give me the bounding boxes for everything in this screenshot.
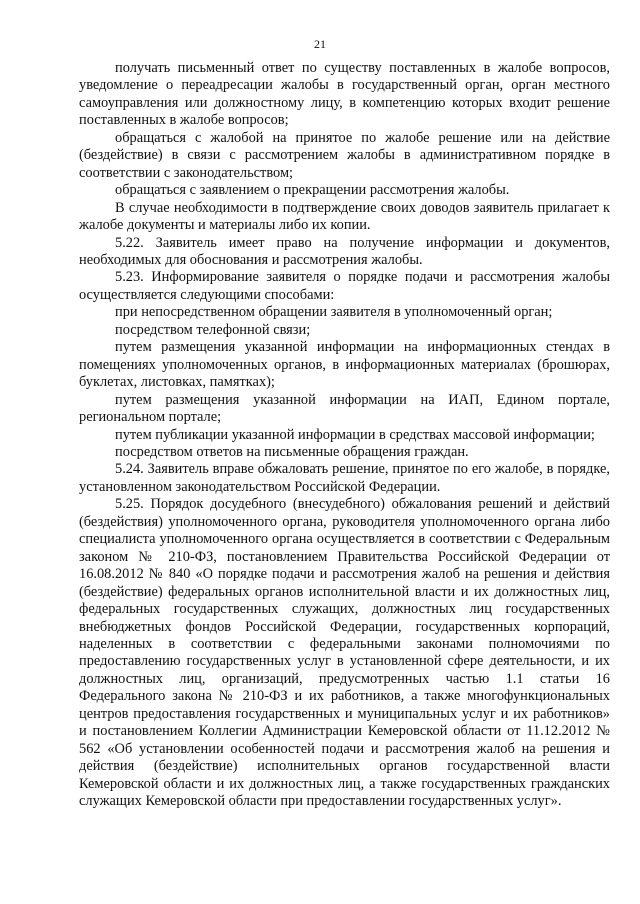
paragraph-info-stands: путем размещения указанной информации на информационных стендах в помещениях уполномоченных органов, в информационных материалах (брошюрах, буклетах, листовках, памятках); [79, 339, 610, 391]
document-body [79, 60, 610, 810]
paragraph-written-replies: посредством ответов на письменные обращения граждан. [115, 443, 469, 460]
paragraph-portals: путем размещения указанной информации на ИАП, Едином портале, региональном портале; [79, 391, 610, 426]
paragraph-supporting-documents: В случае необходимости в подтверждение своих доводов заявитель прилагает к жалобе документы и материалы либо их копии. [79, 199, 610, 234]
paragraph-clause-5-25: 5.25. Порядок досудебного (внесудебного) обжалования решений и действий (бездействия) уполномоченного органа, руководителя уполномоченного органа либо специалиста уполномоченного органа осуществляется в соответствии с Федеральным законом № 210-ФЗ, постановлением Правительства Российской Федерации от 16.08.2012 № 840 «О порядке подачи и рассмотрения жалоб на решения и действия (бездействие) федеральных органов исполнительной власти и их должностных лиц, федеральных государственных служащих, должностных лиц государственных внебюджетных фондов Российской Федерации, государственных корпораций, наделенных в соответствии с федеральными законами полномочиями по предоставлению государственных услуг в установленной сфере деятельности, и их должностных лиц, организаций, предусмотренных частью 1.1 статьи 16 Федерального закона № 210-ФЗ и их работников, а также многофункциональных центров предоставления государственных и муниципальных услуг и их работников» и постановлением Коллегии Администрации Кемеровской области от 11.12.2012 № 562 «Об установлении особенностей подачи и рассмотрения жалоб на решения и действия (бездействие) исполнительных органов государственной власти Кемеровской области и их должностных лиц, а также государственных гражданских служащих Кемеровской области при предоставлении государственных услуг». [79, 496, 610, 810]
paragraph-direct-contact: при непосредственном обращении заявителя в уполномоченный орган; [115, 304, 553, 321]
paragraph-clause-5-24: 5.24. Заявитель вправе обжаловать решение, принятое по его жалобе, в порядке, установленном законодательством Российской Федерации. [79, 461, 610, 495]
paragraph-right-to-answer: получать письменный ответ по существу поставленных в жалобе вопросов, уведомление о переадресации жалобы в государственный орган, орган местного самоуправления или должностному лицу, в компетенцию которых входит решение поставленных в жалобе вопросов; [79, 60, 610, 129]
paragraph-mass-media: путем публикации указанной информации в средствах массовой информации; [115, 426, 595, 443]
paragraph-clause-5-23: 5.23. Информирование заявителя о порядке подачи и рассмотрения жалобы осуществляется следующими способами: [79, 269, 610, 303]
paragraph-right-to-withdraw: обращаться с заявлением о прекращении рассмотрения жалобы. [115, 182, 510, 199]
page-number: 21 [314, 37, 326, 51]
paragraph-clause-5-22: 5.22. Заявитель имеет право на получение информации и документов, необходимых для обоснования и рассмотрения жалобы. [79, 234, 610, 268]
paragraph-right-to-appeal-decision: обращаться с жалобой на принятое по жалобе решение или на действие (бездействие) в связи с рассмотрением жалобы в административном порядке в соответствии с законодательством; [79, 129, 610, 181]
paragraph-telephone: посредством телефонной связи; [115, 321, 311, 338]
